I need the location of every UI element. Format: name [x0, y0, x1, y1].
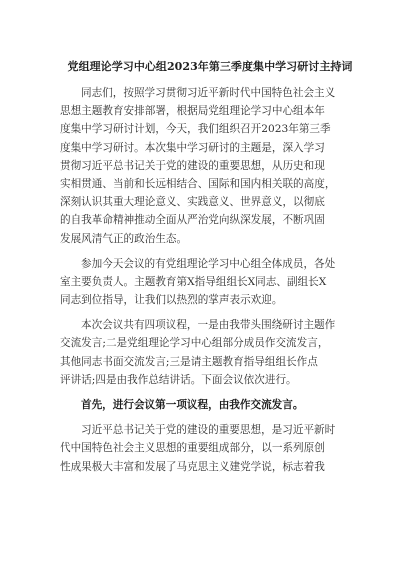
- text-line: 思想主题教育安排部署，根据局党组理论学习中心组本年: [60, 105, 325, 118]
- text-line: 习近平总书记关于党的建设的重要思想，是习近平新时: [81, 424, 336, 437]
- text-line: 贯彻习近平总书记关于党的建设的重要思想，从历史和现: [60, 159, 325, 172]
- paragraph-2: [60, 255, 352, 310]
- text-line: 同志到位指导，让我们以热烈的掌声表示欢迎。: [60, 294, 283, 307]
- document-body: [60, 84, 352, 476]
- document-title: 党组理论学习中心组2023年第三季度集中学习研讨主持词: [67, 60, 353, 73]
- section-heading-line: 首先，进行会议第一项议程，由我作交流发言。: [81, 399, 304, 411]
- text-line: 参加今天会议的有党组理论学习中心组全体成员，各处: [81, 257, 336, 270]
- text-line: 评讲话;四是由我作总结讲话。下面会议依次进行。: [60, 373, 297, 386]
- text-line: 的自我革命精神推动全面从严治党向纵深发展，不断巩固: [60, 214, 325, 227]
- text-line: 本次会议共有四项议程，一是由我带头围绕研讨主题作: [81, 319, 336, 332]
- text-line: 同志们，按照学习贯彻习近平新时代中国特色社会主义: [81, 87, 336, 99]
- text-line: 代中国特色社会主义思想的重要组成部分，以一系列原创: [60, 442, 325, 455]
- text-line: 深刻认识其重大理论意义、实践意义、世界意义，以彻底: [60, 196, 325, 209]
- text-line: 度集中学习研讨计划，今天，我们组织召开2023年第三季: [60, 123, 331, 136]
- text-line: 交流发言;二是党组理论学习中心组部分成员作交流发言，: [60, 337, 329, 350]
- paragraph-3: [60, 316, 352, 389]
- paragraph-5: [60, 421, 352, 476]
- paragraph-1: [60, 84, 352, 248]
- text-line: 度集中学习研讨。本次集中学习研讨的主题是，深入学习: [60, 141, 325, 154]
- text-line: 实相贯通、当前和长远相结合、国际和国内相关联的高度，: [60, 177, 336, 190]
- text-line: 性成果极大丰富和发展了马克思主义建党学说，标志着我: [60, 460, 325, 473]
- text-line: 其他同志书面交流发言;三是请主题教育指导组组长作点: [60, 355, 318, 368]
- text-line: 发展风清气正的政治生态。: [60, 232, 188, 245]
- text-line: 室主要负责人。主题教育第X指导组组长X同志、副组长X: [60, 275, 327, 288]
- paragraph-4-heading: [60, 396, 352, 414]
